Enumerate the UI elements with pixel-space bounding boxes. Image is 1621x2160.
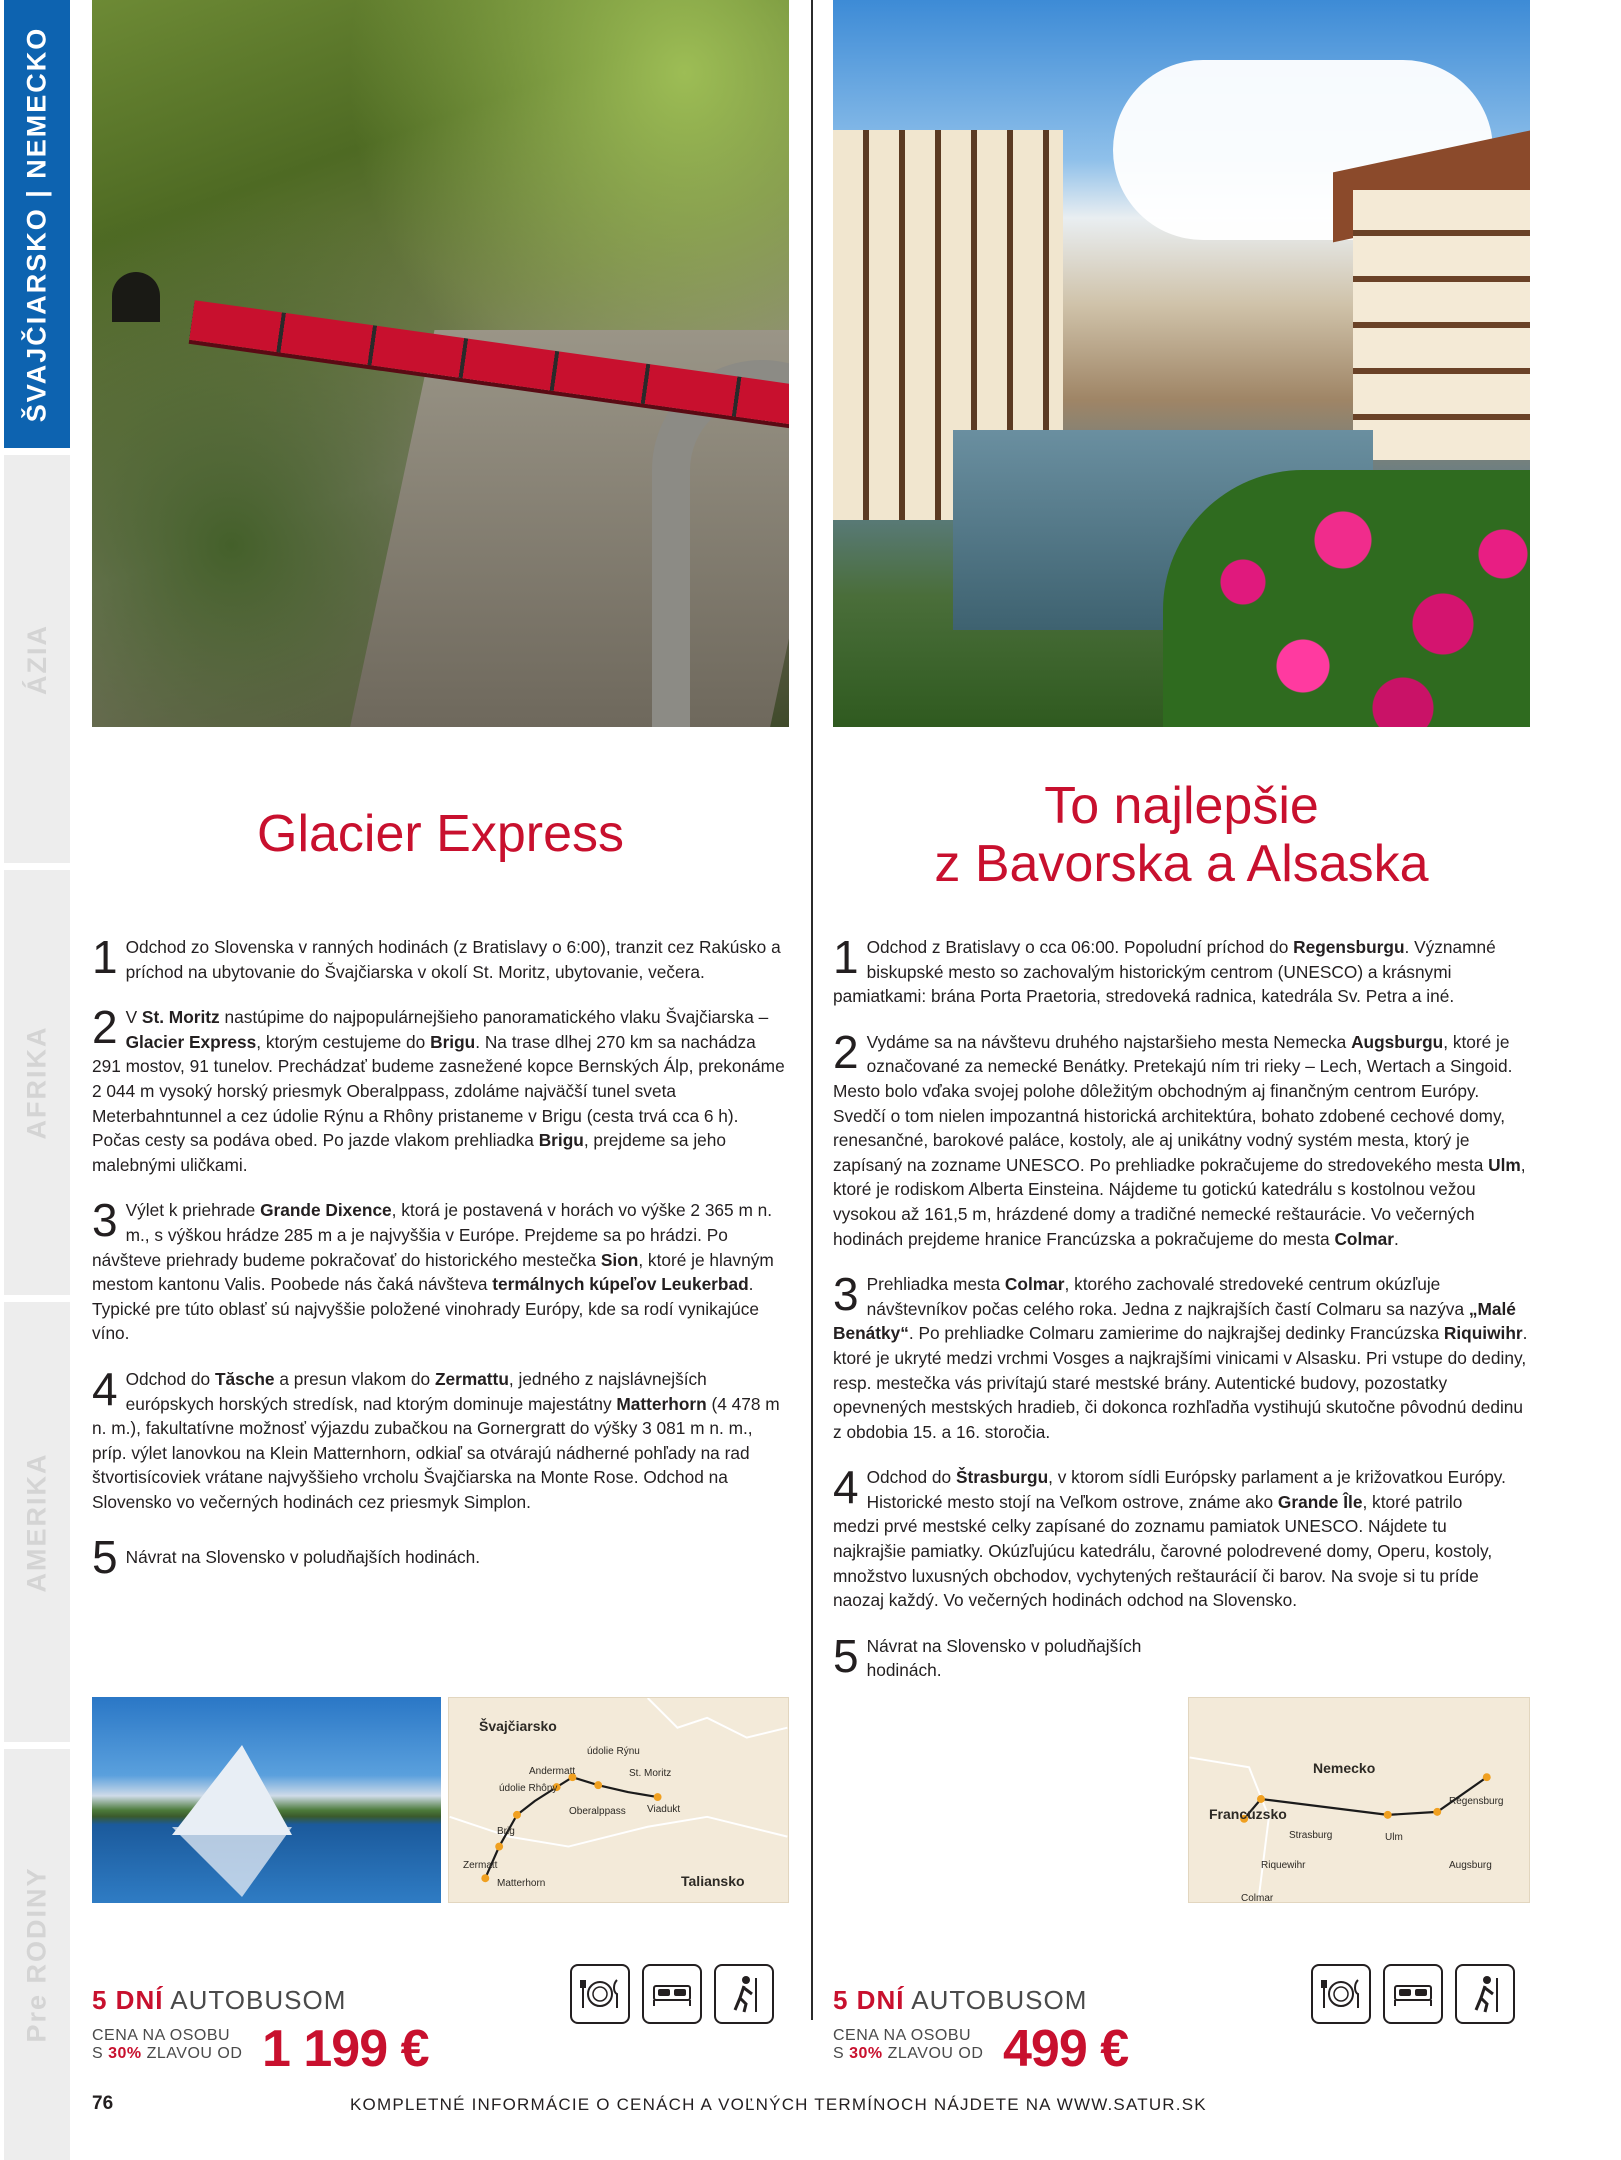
map-label: Andermatt [529,1766,576,1777]
column-divider [811,0,813,2020]
map-label-country: Švajčiarsko [479,1718,557,1734]
itinerary-day: 2 V St. Moritz nastúpime do najpopulárnejšieho panoramatického vlaku Švajčiarska – Glacier Express, ktorým cestujeme do Brigu. Na trase dlhej 270 km sa nachádza 291 mostov, 91 tunelov. Prechádzať budeme zasnežené kopce Bernských Álp, prekonáme 2 044 m vysoký horský priesmyk Oberalppass, zdoláme najväčší tunel sveta Meterbahntunnel a cez údolie Rýnu a Rhôny pristaneme v Brigu (cesta trvá cca 6 h). Počas cesty sa podáva obed. Po jazde vlakom prehliadka Brigu, prejdeme sa jeho malebnými uličkami. [92,1001,785,1175]
itinerary-day: 5 Návrat na Slovensko v poludňajších hodinách. [92,1531,481,1584]
itinerary-day: 2 Vydáme sa na návštevu druhého najstaršieho mesta Nemecka Augsburgu, ktoré je označované za nemecké Benátky. Pretekajú ním tri rieky – Lech, Wertach a Singoid. Mesto bolo vďaka svojej polohe dôležitým obchodným aj finančným centrom Európy. Svedčí o tom nielen impozantná historická architektúra, bohato zdobené cechové domy, renesančné, barokové paláce, kostoly, ale aj unikátny vodný systém mesta, ktorý je zapísaný na zozname UNESCO. Po prehliadke pokračujeme do stredovekého mesta Ulm, ktoré je rodiskom Alberta Einsteina. Nájdeme tu gotickú katedrálu s kostolnou vežou vysokou až 161,5 m, hrázdené domy a tradičné nemecké reštaurácie. Vo večerných hodinách prejdeme hranice Francúzska a pokračujeme do mesta Colmar. [833,1025,1526,1249]
map-label: Brig [497,1826,515,1837]
itinerary-day: 5 Návrat na Slovensko v poludňajších hodinách. [833,1629,1142,1682]
route-map-switzerland [448,1697,789,1903]
price-amount: 499 € [1003,2020,1129,2078]
tour-title-bavaria-alsace: To najlepšie z Bavorska a Alsaska [934,777,1429,893]
itinerary-day: 1 Odchod zo Slovenska v ranných hodinách (z Bratislavy o 6:00), tranzit cez Rakúsko a príchod na ubytovanie do Švajčiarska v okolí St. Moritz, ubytovanie, večera. [92,931,781,983]
route-map-germany [1188,1697,1530,1903]
bed-icon [1383,1964,1443,2024]
map-label: Oberalppass [569,1806,626,1817]
tab-family[interactable]: Pre RODINY [4,1749,70,2160]
map-label: Colmar [1241,1893,1274,1904]
map-label-country: Nemecko [1313,1760,1376,1776]
map-label: Augsburg [1449,1860,1492,1871]
meal-icon [570,1964,630,2024]
itinerary-day: 1 Odchod z Bratislavy o cca 06:00. Popoludní príchod do Regensburgu. Významné biskupské mesto so zachovalým historickým centrom (UNESCO) a krásnymi pamiatkami: brána Porta Praetoria, stredoveká radnica, katedrála Sv. Petra a iné. [833,931,1496,1007]
price-amount: 1 199 € [262,2020,429,2078]
amenity-icons [570,1964,774,2024]
page-number: 76 [92,2093,114,2114]
map-label: Strasburg [1289,1830,1333,1841]
itinerary-day: 3 Výlet k priehrade Grande Dixence, ktorá je postavená v horách vo výške 2 365 m n. m., s výškou hrádze 285 m a je najvyššia v Európe. Prejdeme sa po hrádzi. Po návšteve priehrady budeme pokračovať do historického mestečka Sion, ktoré je hlavným mestom kantonu Valis. Poobede nás čaká návšteva termálnych kúpeľov Leukerbad. Typické pre túto oblasť sú najvyššie položené vinohrady Európy, kde sa rodí vynikajúce víno. [92,1194,774,1344]
map-label: Zermatt [463,1860,498,1871]
map-label: údolie Rhôny [499,1783,558,1794]
tab-america[interactable]: AMERIKA [4,1302,70,1742]
tab-africa[interactable]: AFRIKA [4,870,70,1295]
map-label: Matterhorn [497,1878,546,1889]
map-label: Riquewihr [1261,1860,1306,1871]
map-label-country: Francúzsko [1209,1806,1287,1822]
itinerary-day: 4 Odchod do Štrasburgu, v ktorom sídli Európsky parlament a je križovatkou Európy. Historické mesto stojí na Veľkom ostrove, známe ako Grande Île, ktoré patrilo medzi prvé mestské celky zapísané do zoznamu pamiatok UNESCO. Nájdete tu najkrajšie pamiatky. Okúzľujúcu katedrálu, čarovné polodrevené domy, Operu, kostoly, množstvo luxusných obchodov, vychytených reštaurácií či barov. Na svoje si tu príde naozaj každý. Vo večerných hodinách odchod na Slovensko. [833,1461,1506,1611]
itinerary-left [92,931,789,1591]
tab-switzerland-germany[interactable]: ŠVAJČIARSKO | NEMECKO [4,0,70,448]
matterhorn-photo [92,1697,441,1903]
itinerary-right [833,931,1530,1704]
map-label: Regensburg [1449,1796,1504,1807]
price-block-bavaria: 5 DNÍ AUTOBUSOM CENA NA OSOBU S 30% ZLAVOU OD 499 € [833,1985,1129,2078]
tab-asia[interactable]: ÁZIA [4,455,70,863]
footer-note: KOMPLETNÉ INFORMÁCIE O CENÁCH A VOĽNÝCH TERMÍNOCH NÁJDETE NA WWW.SATUR.SK [350,2095,1207,2114]
itinerary-day: 3 Prehliadka mesta Colmar, ktorého zachovalé stredoveké centrum okúzľuje návštevníkov počas celého roka. Jedna z najkrajších častí Colmaru sa nazýva „Malé Benátky“. Po prehliadke Colmaru zamierime do najkrajšej dedinky Francúzska Riquiwihr. ktoré je ukryté medzi vrchmi Vosges a najkrajšími vinicami v Alsasku. Pri vstupe do dediny, resp. mestečka vás privítajú staré mestské brány. Autentické budovy, pozostatky opevnených mestských hradieb, či dokonca rozhľadňa vystihujú skutočne pôvodnú dedinu z obdobia 15. a 16. storočia. [833,1268,1528,1442]
map-label-country: Taliansko [681,1873,745,1889]
section-tabs [0,0,74,2160]
glacier-express-photo [92,0,789,727]
strasbourg-canal-photo [833,0,1530,727]
bed-icon [642,1964,702,2024]
hiking-icon [714,1964,774,2024]
amenity-icons [1311,1964,1515,2024]
itinerary-day: 4 Odchod do Tăsche a presun vlakom do Zermattu, jedného z najslávnejších európskych horských stredísk, nad ktorým dominuje majestátny Matterhorn (4 478 m n. m.), fakultatívne možnosť výjazdu zubačkou na Gornergratt do výšky 3 081 m n. m., príp. výlet lanovkou na Klein Matternhorn, odkiaľ sa otvárajú nádherné pohľady na rad štvortisícoviek vrátane najvyššieho vrcholu Švajčiarska na Monte Rose. Odchod na Slovensko vo večerných hodinách cez priesmyk Simplon. [92,1362,780,1512]
map-label: St. Moritz [629,1768,672,1779]
map-label: Viadukt [647,1804,681,1815]
hiking-icon [1455,1964,1515,2024]
price-block-glacier: 5 DNÍ AUTOBUSOM CENA NA OSOBU S 30% ZLAVOU OD 1 199 € [92,1985,429,2078]
meal-icon [1311,1964,1371,2024]
map-label: údolie Rýnu [587,1746,640,1757]
tour-title-glacier-express: Glacier Express [257,805,624,863]
map-label: Ulm [1385,1832,1403,1843]
